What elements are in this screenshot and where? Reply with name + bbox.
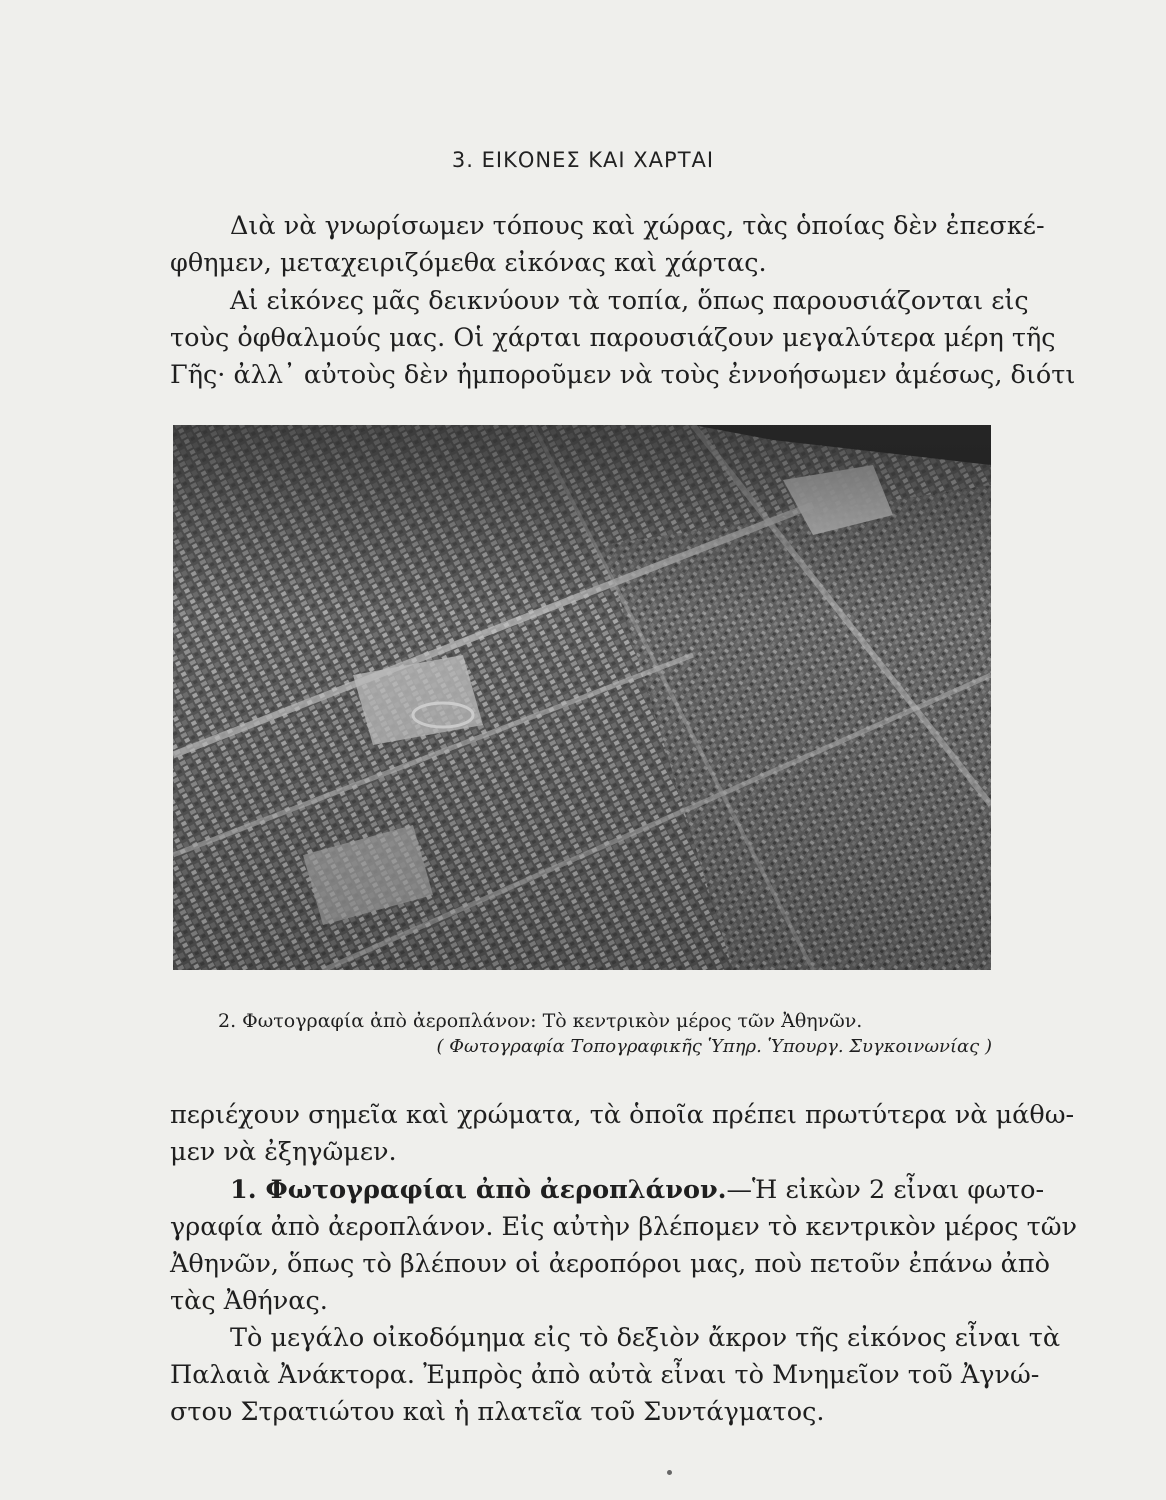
text-line: Ἀθηνῶν, ὅπως τὸ βλέπουν οἱ ἀεροπόροι μας, ποὺ πετοῦν ἐπάνω ἀπὸ <box>170 1249 1050 1279</box>
text-line: στου Στρατιώτου καὶ ἡ πλατεῖα τοῦ Συντάγματος. <box>170 1397 825 1427</box>
text-line: Τὸ μεγάλο οἰκοδόμημα εἰς τὸ δεξιὸν ἄκρον τῆς εἰκόνος εἶναι τὰ <box>230 1323 1061 1353</box>
section-text: —Ἡ εἰκὼν 2 εἶναι φωτο- <box>726 1175 1045 1205</box>
text-line: μεν νὰ ἐξηγῶμεν. <box>170 1137 397 1167</box>
text-line: Αἱ εἰκόνες μᾶς δεικνύουν τὰ τοπία, ὅπως παρουσιάζονται εἰς <box>230 286 1029 316</box>
section-aerial-photos <box>170 1172 1078 1320</box>
photo-credit: ( Φωτογραφία Τοπογραφικῆς Ὑπηρ. Ὑπουργ. Συγκοινωνίας ) <box>436 1036 992 1057</box>
paragraph-old-palace <box>170 1320 1061 1431</box>
text-line: γραφία ἀπὸ ἀεροπλάνον. Εἰς αὐτὴν βλέπομεν τὸ κεντρικὸν μέρος τῶν <box>170 1212 1078 1242</box>
text-line: περιέχουν σημεῖα καὶ χρώματα, τὰ ὁποῖα πρέπει πρωτύτερα νὰ μάθω- <box>170 1100 1075 1130</box>
text-line: Γῆς· ἀλλ᾽ αὐτοὺς δὲν ἠμποροῦμεν νὰ τοὺς ἐννοήσωμεν ἀμέσως, διότι <box>170 360 1076 390</box>
paragraph-images-maps <box>170 283 1076 394</box>
paragraph-signs-colors <box>170 1097 1075 1171</box>
aerial-photo-graphic <box>173 425 991 970</box>
text-line: τοὺς ὀφθαλμούς μας. Οἱ χάρται παρουσιάζουν μεγαλύτερα μέρη τῆς <box>170 323 1056 353</box>
text-line: φθημεν, μεταχειριζόμεθα εἰκόνας καὶ χάρτας. <box>170 248 767 278</box>
aerial-photo-athens <box>173 425 991 970</box>
text-line: Διὰ νὰ γνωρίσωμεν τόπους καὶ χώρας, τὰς ὁποίας δὲν ἐπεσκέ- <box>230 211 1045 241</box>
text-line: Παλαιὰ Ἀνάκτορα. Ἐμπρὸς ἀπὸ αὐτὰ εἶναι τὸ Μνημεῖον τοῦ Ἀγνώ- <box>170 1360 1040 1390</box>
text-line <box>170 1172 1045 1209</box>
section-heading: 3. ΕΙΚΟΝΕΣ ΚΑΙ ΧΑΡΤΑΙ <box>451 148 715 172</box>
page-dot-mark <box>667 1470 672 1475</box>
photo-caption: 2. Φωτογραφία ἀπὸ ἀεροπλάνον: Τὸ κεντρικὸν μέρος τῶν Ἀθηνῶν. <box>218 1010 863 1032</box>
intro-paragraph <box>170 208 1045 282</box>
text-line: τὰς Ἀθήνας. <box>170 1286 328 1316</box>
section-title: 1. Φωτογραφίαι ἀπὸ ἀεροπλάνον. <box>230 1175 727 1205</box>
